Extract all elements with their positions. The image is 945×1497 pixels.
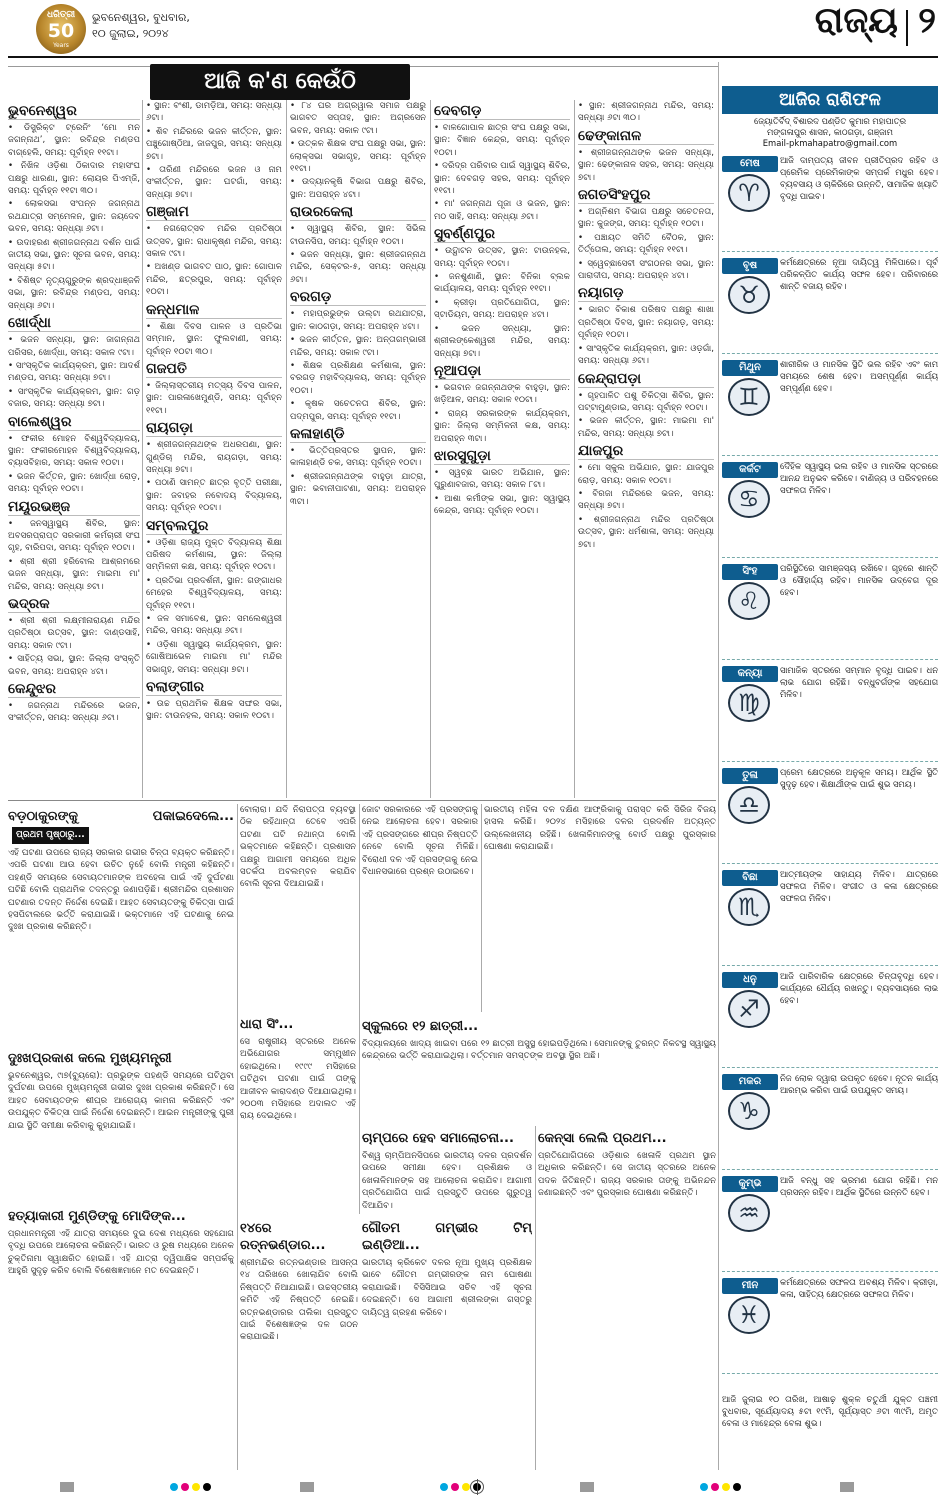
rashi-label: ମେଷ — [722, 156, 778, 172]
rashi-text: ଦୈହିକ ସ୍ୱାସ୍ଥ୍ୟ ଭଲ ରହିବ ଓ ମାନସିକ ସ୍ତରରେ ଆନନ୍ଦ ଅନୁଭବ କରିବେ। ବାଣିଜ୍ୟ ଓ ପରିବହନରେ ସଫଳତା ମିଳିବ। — [780, 461, 938, 495]
city-heading: ରାୟଗଡ଼ା — [146, 420, 282, 437]
page-number: ୨ — [918, 0, 936, 41]
events-column-5 — [578, 100, 714, 800]
logo-years-number: 50 — [47, 20, 75, 42]
rashi-entry — [722, 968, 938, 1068]
rashi-text: କର୍ମକ୍ଷେତ୍ରରେ ସଫଳତା ଅବଶ୍ୟ ମିଳିବ। କ୍ରୀଡ଼ା, କଳା, ସାହିତ୍ୟ କ୍ଷେତ୍ରରେ ସଫଳତା ମିଳିବ। — [780, 1277, 938, 1299]
event-item: • ଉଦ୍ୟାନକୃଷି ବିଭାଗ ପକ୍ଷରୁ ଶିବିର, ସ୍ଥାନ: ଅପରାହ୍ନ ୪ଟା। — [290, 177, 426, 200]
event-item: • ଓଡ଼ିଶା ସ୍ୱାସ୍ଥ୍ୟ କାର୍ଯ୍ୟକ୍ରମ, ସ୍ଥାନ: ଗୋଷିଆଭେଳ ମାଇମା ମା' ମନ୍ଦିର ସଭାଗୃହ, ସମୟ: ସନ୍ଧ୍ୟା ୭ଟା। — [146, 639, 282, 675]
rashi-text: ନିଜ ଲୋକ ଦ୍ୱାରା ଉପକୃତ ହେବେ। ନୂତନ କାର୍ଯ୍ୟ ଆରମ୍ଭ କରିବା ପାଇଁ ଉପଯୁକ୍ତ ସମୟ। — [780, 1073, 938, 1095]
article-body: ବିଶ୍ୱ ଚାମ୍ପିଅନସିପରେ ଭାରତୀୟ ଦଳର ପ୍ରଦର୍ଶନ ଉପରେ ସମୀକ୍ଷା ହେବ। ପ୍ରଶିକ୍ଷକ ଓ ଖେଳାଳିମାନଙ୍କ ସହ ଆଲୋଚନା କରାଯିବ। ଆଗାମୀ ପ୍ରତିଯୋଗିତା ପାଇଁ ପ୍ରସ୍ତୁତି ଉପରେ ଗୁରୁତ୍ୱ ଦିଆଯିବ। — [362, 1151, 532, 1211]
column-divider — [535, 1126, 536, 1470]
event-item: • କ୍ରୀଡ଼ା ପ୍ରତିଯୋଗିତା, ସ୍ଥାନ: ସ୍ଟାଡିୟମ, ସମୟ: ଅପରାହ୍ନ ୪ଟା। — [434, 297, 570, 321]
city-heading: ବାଲେଶ୍ୱର — [8, 414, 140, 431]
event-item: • ନଗରୋତ୍ସବ ମନ୍ଦିର ପ୍ରତିଷ୍ଠା ଉତ୍ସବ, ସ୍ଥାନ: ରାଧାକୃଷ୍ଣ ମନ୍ଦିର, ସମୟ: ସକାଳ ୯ଟା। — [146, 224, 282, 260]
news-article-10 — [240, 1216, 358, 1470]
zodiac-12-icon: ♓ — [728, 1296, 770, 1334]
registration-dot — [440, 1483, 448, 1491]
event-item: • ଜଗନ୍ନାଥ ମନ୍ଦିରରେ ଭଜନ, ସଂକୀର୍ତ୍ତନ, ସମୟ: ସନ୍ଧ୍ୟା ୬ଟା। — [8, 701, 140, 724]
city-heading: ରାଉରକେଲା — [290, 204, 426, 221]
event-item: • ଶ୍ରୀଜଗନ୍ନାଥଙ୍କ ବାହୁଡ଼ା ଯାତ୍ରା, ସ୍ଥାନ: ଭବାନୀପାଟଣା, ସମୟ: ଅପରାହ୍ନ ୩ଟା। — [290, 471, 426, 507]
article-body: ବିଦ୍ୟାଳୟରେ ଖାଦ୍ୟ ଖାଇବା ପରେ ୧୨ ଛାତ୍ରୀ ଅସୁସ୍ଥ ହୋଇପଡ଼ିଥିଲେ। ସେମାନଙ୍କୁ ତୁରନ୍ତ ନିକଟସ୍ଥ ସ୍ୱାସ୍ଥ୍ୟ କେନ୍ଦ୍ରରେ ଭର୍ତ୍ତି କରାଯାଇଥିଲା। ବର୍ତ୍ତମାନ ସମସ୍ତଙ୍କ ଅବସ୍ଥା ସ୍ଥିର ଅଛି। — [362, 1039, 716, 1062]
event-item: • ସାଂସ୍କୃତିକ କାର୍ଯ୍ୟକ୍ରମ, ସ୍ଥାନ: ଆଦର୍ଶ ମଣ୍ଡପ, ସମୟ: ସନ୍ଧ୍ୟା ୭ଟା। — [8, 360, 140, 384]
registration-dot — [192, 1483, 200, 1491]
rashifal-byline — [722, 116, 938, 149]
article-headline: ଚାମ୍ପରେ ହେବ ସମାଲୋଚନା... — [362, 1131, 514, 1146]
rashi-text: ଆତ୍ମୀୟଙ୍କ ସାହାଯ୍ୟ ମିଳିବ। ଯାତ୍ରାରେ ସଫଳତା ମିଳିବ। ସଂଗୀତ ଓ କଳା କ୍ଷେତ୍ରରେ ସଫଳତା ମିଳିବ। — [780, 869, 938, 903]
article-headline: ଦୁଃଖପ୍ରକାଶ କଲେ ମୁଖ୍ୟମନ୍ତ୍ରୀ — [8, 1051, 172, 1066]
news-article-9 — [362, 1216, 532, 1470]
column-divider — [481, 804, 482, 1012]
events-column-1 — [8, 100, 140, 800]
masthead — [8, 0, 938, 58]
rashi-text: ପ୍ରେମ କ୍ଷେତ୍ରରେ ଅନୁକୂଳ ସମୟ। ଆର୍ଥିକ ସ୍ଥିତି ସୁଦୃଢ଼ ହେବ। ଶିକ୍ଷାର୍ଥୀଙ୍କ ପାଇଁ ଶୁଭ ସମୟ। — [780, 767, 938, 789]
astrologer-email: Email-pkmahapatro@gmail.com — [762, 138, 898, 148]
event-item: • ଶିବ ମନ୍ଦିରରେ ଭଜନ କୀର୍ତ୍ତନ, ସ୍ଥାନ: ପଞ୍ଚୁଗୋଷ୍ଠିଆ, ଜାଜପୁର, ସମୟ: ସନ୍ଧ୍ୟା ୭ଟା। — [146, 126, 282, 162]
registration-dot — [170, 1483, 178, 1491]
zodiac-11-icon: ♒ — [728, 1194, 770, 1232]
continued-tag: ପ୍ରଥମ ପୃଷ୍ଠାରୁ... — [12, 827, 89, 844]
city-heading: ନୂଆପଡ଼ା — [434, 363, 570, 380]
article-body: ଭାରତୀୟ ମହିଳା ଦଳ ଦକ୍ଷିଣ ଆଫ୍ରିକାକୁ ପରାସ୍ତ କରି ସିରିଜ ବିଜୟ ହାସଲ କରିଛି। ୨୦୨୪ ମସିହାରେ ଦଳର ପ୍ରଦର୍ଶନ ଅତ୍ୟନ୍ତ ଉଲ୍ଲେଖନୀୟ ରହିଛି। ଖେଳାଳିମାନଙ୍କୁ ବୋର୍ଡ ପକ୍ଷରୁ ପୁରସ୍କାର ଘୋଷଣା କରାଯାଇଛି। — [484, 805, 716, 853]
gray-swatch — [580, 1482, 594, 1492]
column-divider — [142, 100, 143, 798]
event-item: • ପଠାଣି ସାମନ୍ତ ଛାତ୍ର ବୃତ୍ତି ପରୀକ୍ଷା, ସ୍ଥାନ: ଜବାହର ନବୋଦୟ ବିଦ୍ୟାଳୟ, ସମୟ: ପୂର୍ବାହ୍ନ ୧୦ଟା। — [146, 478, 282, 514]
print-color-bar — [0, 1476, 945, 1497]
event-item: • ଉଚ୍ଚ ପ୍ରାଥମିକ ଶିକ୍ଷକ ସଙ୍ଘର ସଭା, ସ୍ଥାନ: ଟାଉନହଲ, ସମୟ: ସକାଳ ୧୦ଟା। — [146, 699, 282, 722]
city-heading: କନ୍ଧମାଳ — [146, 302, 282, 319]
rashi-label: କୁମ୍ଭ — [722, 1176, 778, 1192]
rashi-label: କନ୍ୟା — [722, 666, 778, 682]
news-article-3 — [8, 1204, 234, 1470]
gray-swatch — [60, 1482, 74, 1492]
zodiac-2-icon: ♉ — [728, 276, 770, 314]
event-item: • ଓଡ଼ିଶା ରାଜ୍ୟ ମୁକ୍ତ ବିଦ୍ୟାଳୟ ଶିକ୍ଷା ପରିଷଦ କର୍ମଶାଳା, ସ୍ଥାନ: ଜିଲ୍ଲା ସମ୍ମିଳନୀ କକ୍ଷ, ସମୟ: ପୂର୍ବାହ୍ନ ୧୦ଟା। — [146, 537, 282, 573]
column-divider — [286, 100, 287, 798]
event-item: • ଶିକ୍ଷା ଦିବସ ପାଳନ ଓ ପ୍ରତିଭା ସମ୍ମାନ, ସ୍ଥାନ: ଫୁଲବାଣୀ, ସମୟ: ପୂର୍ବାହ୍ନ ୧୦ଟା ୩୦। — [146, 321, 282, 357]
event-item: • ସ୍ୱଚ୍ଛ ଭାରତ ଅଭିଯାନ, ସ୍ଥାନ: ପୁରୁଣାବଜାର, ସମୟ: ସକାଳ ୮ଟା। — [434, 467, 570, 491]
event-item: • ଭଜନ କୀର୍ତ୍ତନ, ସ୍ଥାନ: ମାଇମା ମା' ମନ୍ଦିର, ସମୟ: ସନ୍ଧ୍ୟା ୭ଟା। — [578, 416, 714, 439]
news-article-5 — [240, 1012, 356, 1198]
events-column-2 — [146, 100, 282, 800]
rashi-entry — [722, 560, 938, 660]
events-banner: ଆଜି କ'ଣ କେଉଁଠି — [150, 64, 410, 100]
panjika-footer: ଆଜି ଜୁଲାଇ ୧୦ ତାରିଖ, ଆଷାଢ଼ ଶୁକ୍ଳ ଚତୁର୍ଥୀ ଯୁକ୍ତ ପଞ୍ଚମୀ ବୁଧବାର, ସୂର୍ଯ୍ୟୋଦୟ ୫ଟା ୧୯ମି, ସୂର୍ଯ୍ୟାସ୍ତ ୬ଟା ୩୯ମି, ଅମୃତ ବେଳା ଓ ମାହେନ୍ଦ୍ର ବେଳା ଶୁଭ। — [722, 1395, 938, 1429]
rashi-entry — [722, 662, 938, 762]
news-article-7 — [362, 1014, 716, 1124]
gray-swatch — [840, 1482, 854, 1492]
event-item: • ଶ୍ରୀଜଗନ୍ନାଥଙ୍କ ଅଧରପଣା, ସ୍ଥାନ: ଗୁଣ୍ଡିଚା ମନ୍ଦିର, ରାୟଗଡ଼ା, ସମୟ: ସନ୍ଧ୍ୟା ୭ଟା। — [146, 440, 282, 475]
rashi-label: ତୁଳା — [722, 768, 778, 784]
city-heading: କେନ୍ଦ୍ରାପଡ଼ା — [578, 371, 714, 388]
rashi-label: ମୀନ — [722, 1278, 778, 1294]
rashi-entry — [722, 1070, 938, 1170]
registration-mark-icon — [470, 1480, 484, 1494]
event-item: • ଭଜନ ସନ୍ଧ୍ୟା, ସ୍ଥାନ: ଶ୍ରୀଜଗନ୍ନାଥ ମନ୍ଦିର, ସେକ୍ଟର-୫, ସମୟ: ସନ୍ଧ୍ୟା ୬ଟା। — [290, 250, 426, 285]
city-heading: ଯାଜପୁର — [578, 443, 714, 460]
event-item: • ଭଜନ ସନ୍ଧ୍ୟା, ସ୍ଥାନ: ଜାଗନ୍ନାଥ ପରିସର, ଖୋର୍ଦ୍ଧା, ସମୟ: ସକାଳ ୯ଟା। — [8, 335, 140, 358]
rashi-text: ପରିସ୍ଥିତିରେ ସାମଞ୍ଜସ୍ୟ ରଖିବେ। ଗୃହରେ ଶାନ୍ତି ଓ ସୌହାର୍ଦ୍ଦ୍ୟ ରହିବ। ମାନସିକ ଉଦ୍‌ବେଗ ଦୂର ହେବ। — [780, 563, 938, 597]
dateline-date: ୧୦ ଜୁଲାଇ, ୨୦୨୪ — [92, 27, 169, 40]
city-heading: ବରଗଡ଼ — [290, 289, 426, 306]
event-item: • ଶିକ୍ଷକ ପ୍ରଶିକ୍ଷଣ କର୍ମଶାଳା, ସ୍ଥାନ: ବରଗଡ଼ ମହାବିଦ୍ୟାଳୟ, ସମୟ: ପୂର୍ବାହ୍ନ ୧୦ଟା। — [290, 360, 426, 396]
rashi-label: ମିଥୁନ — [722, 360, 778, 376]
section-divider — [906, 10, 908, 46]
news-article-4 — [240, 804, 356, 1010]
column-divider — [574, 100, 575, 798]
zodiac-10-icon: ♑ — [728, 1092, 770, 1130]
event-item: • ସ୍ୱେଚ୍ଛାସେବୀ ସଂଗଠନର ସଭା, ସ୍ଥାନ: ପାରାଦୀପ, ସମୟ: ଅପରାହ୍ନ ୪ଟା। — [578, 258, 714, 282]
event-item: • ଭାରତ ବିକାଶ ପରିଷଦ ପକ୍ଷରୁ ଶାଖା ପ୍ରତିଷ୍ଠା ଦିବସ, ସ୍ଥାନ: ନୟାଗଡ଼, ସମୟ: ପୂର୍ବାହ୍ନ ୧୦ଟା। — [578, 305, 714, 341]
registration-dot — [733, 1483, 741, 1491]
news-article-11 — [484, 804, 716, 1012]
event-item: • ଜନଶୁଣାଣି, ସ୍ଥାନ: ବିନିକା ବ୍ଲକ କାର୍ଯ୍ୟାଳୟ, ସମୟ: ପୂର୍ବାହ୍ନ ୧୧ଟା। — [434, 272, 570, 295]
event-item: • ଶ୍ରୀଜଗନ୍ନାଥ ମନ୍ଦିର ପ୍ରତିଷ୍ଠା ଉତ୍ସବ, ସ୍ଥାନ: ଧର୍ମଶାଳା, ସମୟ: ସନ୍ଧ୍ୟା ୭ଟା। — [578, 514, 714, 550]
event-item: • ଆଶା କର୍ମୀଙ୍କ ସଭା, ସ୍ଥାନ: ସ୍ୱାସ୍ଥ୍ୟ କେନ୍ଦ୍ର, ସମୟ: ପୂର୍ବାହ୍ନ ୧୦ଟା। — [434, 493, 570, 517]
event-item: • ସାଂସ୍କୃତିକ କାର୍ଯ୍ୟକ୍ରମ, ସ୍ଥାନ: ଗଡ଼ ବଜାର, ସମୟ: ସନ୍ଧ୍ୟା ୭ଟା। — [8, 386, 140, 410]
article-body: ଭୁବନେଶ୍ୱର, ୯ା୭(ବ୍ୟୁରୋ): ପ୍ରଭୁଙ୍କ ପହଣ୍ଡି ସମୟରେ ଘଟିଥିବା ଦୁର୍ଘଟଣା ଉପରେ ମୁଖ୍ୟମନ୍ତ୍ରୀ ଗଭୀର ଦୁଃଖ ପ୍ରକାଶ କରିଛନ୍ତି। ସେ ଆହତ ସେବାୟତଙ୍କ ଶୀଘ୍ର ଆରୋଗ୍ୟ କାମନା କରିଛନ୍ତି ଏବଂ ଉପଯୁକ୍ତ ଚିକିତ୍ସା ପାଇଁ ନିର୍ଦ୍ଦେଶ ଦେଇଛନ୍ତି। ଆଇନ ମନ୍ତ୍ରୀଙ୍କୁ ପୁରୀ ଯାଇ ସ୍ଥିତି ସମୀକ୍ଷା କରିବାକୁ କୁହାଯାଇଛି। — [8, 1071, 234, 1131]
event-item: • ତାରିଣୀ ମନ୍ଦିରରେ ଭଜନ ଓ ନାମ ସଂକୀର୍ତ୍ତନ, ସ୍ଥାନ: ଘଟଗାଁ, ସମୟ: ସନ୍ଧ୍ୟା ୭ଟା। — [146, 165, 282, 200]
zodiac-5-icon: ♌ — [728, 582, 770, 620]
rashi-text: ଆଜି ବନ୍ଧୁ ସହ ଭ୍ରମଣ ଯୋଗ ରହିଛି। ମନ ପ୍ରସନ୍ନ ରହିବ। ଆର୍ଥିକ ସ୍ଥିତିରେ ଉନ୍ନତି ହେବ। — [780, 1175, 938, 1197]
zodiac-3-icon: ♊ — [728, 378, 770, 416]
event-item: • ଦରିଦ୍ର ପରିବାର ପାଇଁ ସ୍ୱାସ୍ଥ୍ୟ ଶିବିର, ସ୍ଥାନ: ଦେବଗଡ଼ ସହର, ସମୟ: ପୂର୍ବାହ୍ନ ୧୧ଟା। — [434, 161, 570, 197]
event-item: • ଗୃହପାଳିତ ପଶୁ ଚିକିତ୍ସା ଶିବିର, ସ୍ଥାନ: ପଟ୍ଟାମୁଣ୍ଡାଇ, ସମୟ: ପୂର୍ବାହ୍ନ ୧୦ଟା। — [578, 390, 714, 413]
event-item: • ଜିଲ୍ଲାସ୍ତରୀୟ ମତ୍ସ୍ୟ ଦିବସ ପାଳନ, ସ୍ଥାନ: ପାରଳାଖେମୁଣ୍ଡି, ସମୟ: ପୂର୍ବାହ୍ନ ୧୧ଟା। — [146, 380, 282, 416]
city-heading: ଖୋର୍ଦ୍ଧା — [8, 315, 140, 332]
article-headline: ହତ୍ୟାକାରୀ ମୁଣ୍ଡିଙ୍କୁ ମୋଦିଙ୍କ... — [8, 1209, 186, 1224]
astrologer-name: ଜ୍ୟୋତିର୍ବିଦ୍ ବିଶାରଦ ପଣ୍ଡିତ କୁମାର ମହାପାତ୍ର — [754, 116, 906, 126]
rashi-entry — [722, 152, 938, 252]
logo-title: ଧରିତ୍ରୀ — [46, 10, 76, 20]
event-item: • ଅଖଣ୍ଡ ଭାଗବତ ପାଠ, ସ୍ଥାନ: ଗୋପାଳ ମନ୍ଦିର, ଛତ୍ରପୁର, ସମୟ: ପୂର୍ବାହ୍ନ ୧୦ଟା। — [146, 262, 282, 298]
registration-dot — [722, 1483, 730, 1491]
rashi-label: ବୃଷ — [722, 258, 778, 274]
city-heading: ବଲାଙ୍ଗୀର — [146, 679, 282, 696]
headline-text: ବଡ଼ଠାକୁରଙ୍କୁ ପକାଇଦେଲେ... — [8, 809, 234, 824]
event-item: • ଅଗ୍ନିଶମ ବିଭାଗ ପକ୍ଷରୁ ସଚେତନତା, ସ୍ଥାନ: କୁଜଙ୍ଗ, ସମୟ: ପୂର୍ବାହ୍ନ ୧୦ଟା। — [578, 207, 714, 230]
registration-dot — [700, 1483, 708, 1491]
article-body: ପ୍ରତିଯୋଗିତାରେ ଓଡ଼ିଶାର ଖେଳାଳି ପ୍ରଥମ ସ୍ଥାନ ଅଧିକାର କରିଛନ୍ତି। ସେ ଜାତୀୟ ସ୍ତରରେ ଅନେକ ପଦକ ଜିତିଛନ୍ତି। ରାଜ୍ୟ ସରକାର ତାଙ୍କୁ ଅଭିନନ୍ଦନ ଜଣାଇଛନ୍ତି ଏବଂ ପୁରସ୍କାର ଘୋଷଣା କରିଛନ୍ତି। — [538, 1151, 716, 1199]
city-heading: କଳାହାଣ୍ଡି — [290, 426, 426, 443]
event-item: • ଉଦାହରଣ ଶ୍ରୀଜଗନ୍ନାଥ ଦର୍ଶନ ପାଇଁ ଜାତୀୟ ସଭା, ସ୍ଥାନ: ସୂଚନା ଭବନ, ସମୟ: ସନ୍ଧ୍ୟା ୫ଟା। — [8, 237, 140, 273]
city-heading: କେନ୍ଦୁଝର — [8, 681, 140, 698]
event-item: • ମା' ଜଗନ୍ନାଥ ପୂଜା ଓ ଭଜନ, ସ୍ଥାନ: ମଠ ସାହି, ସମୟ: ସନ୍ଧ୍ୟା ୬ଟା। — [434, 199, 570, 222]
city-heading: ଢେଙ୍କାନାଳ — [578, 128, 714, 145]
event-item: • ଭଜନ କିର୍ତ୍ତନ, ସ୍ଥାନ: ଖୋର୍ଦ୍ଧା ରୋଡ଼, ସମୟ: ପୂର୍ବାହ୍ନ ୧୦ଟା। — [8, 471, 140, 495]
city-heading: ଗଞ୍ଜାମ — [146, 204, 282, 221]
event-item: • ଉଦ୍ଘାଟନ ଉତ୍ସବ, ସ୍ଥାନ: ଟାଉନହଲ, ସମୟ: ପୂର୍ବାହ୍ନ ୧୦ଟା। — [434, 246, 570, 269]
article-body: ଏହି ଘଟଣା ଉପରେ ରାଜ୍ୟ ସରକାର ଗଭୀର ଚିନ୍ତା ବ୍ୟକ୍ତ କରିଛନ୍ତି। ଏପରି ଘଟଣା ଆଉ ହେବା ଉଚିତ ନୁହେଁ ବୋଲି ମନ୍ତ୍ରୀ କହିଛନ୍ତି। ପହଣ୍ଡି ସମୟରେ ସେବାୟତମାନଙ୍କ ଅବହେଳା ପାଇଁ ଏହି ଦୁର୍ଘଟଣା ଘଟିଛି ବୋଲି ପ୍ରାଥମିକ ତଦନ୍ତରୁ ଜଣାପଡ଼ିଛି। ଶ୍ରୀମନ୍ଦିର ପ୍ରଶାସନ ଘଟଣାର ତଦନ୍ତ ନିର୍ଦ୍ଦେଶ ଦେଇଛି। ଆହତ ସେବାୟତଙ୍କୁ ଚିକିତ୍ସା ପାଇଁ ହସପିଟାଲରେ ଭର୍ତ୍ତି କରାଯାଇଛି। ଭକ୍ତମାନେ ଏହି ଘଟଣାକୁ ନେଇ ଦୁଃଖ ପ୍ରକାଶ କରିଛନ୍ତି। — [8, 848, 234, 933]
event-item: • ରାଜ୍ୟ ସରକାରଙ୍କ କାର୍ଯ୍ୟକ୍ରମ, ସ୍ଥାନ: ଜିଲ୍ଲା ସମ୍ମିଳନୀ କକ୍ଷ, ସମୟ: ଅପରାହ୍ନ ୩ଟା। — [434, 408, 570, 444]
event-item: • ଲୋକସଭା ସଂପନ୍ନ ଜଗନ୍ନାଥ ରଥଯାତ୍ରା ସମ୍ମେଳନ, ସ୍ଥାନ: ଜୟଦେବ ଭବନ, ସମୟ: ସନ୍ଧ୍ୟା ୬ଟା। — [8, 199, 140, 235]
registration-dot — [462, 1483, 470, 1491]
registration-dot — [711, 1483, 719, 1491]
rashi-entry — [722, 1274, 938, 1374]
event-item: • ଭଗବାନ ଜଗନ୍ନାଥଙ୍କ ବାହୁଡ଼ା, ସ୍ଥାନ: ଖଡ଼ିଆଳ, ସମୟ: ସକାଳ ୧୦ଟା। — [434, 382, 570, 406]
event-item: • ଭିତ୍ତିପ୍ରସ୍ତର ସ୍ଥାପନ, ସ୍ଥାନ: କାଳାହାଣ୍ଡି ଚକ, ସମୟ: ପୂର୍ବାହ୍ନ ୧୦ଟା। — [290, 445, 426, 469]
zodiac-4-icon: ♋ — [728, 480, 770, 518]
rashi-text: ଆଜି ପାରିବାରିକ କ୍ଷେତ୍ରରେ ଚିନ୍ତାବୃଦ୍ଧି ହେବ। କାର୍ଯ୍ୟରେ ଧୈର୍ଯ୍ୟ ରଖନ୍ତୁ। ବ୍ୟବସାୟରେ ଲାଭ ହେବ। — [780, 971, 938, 1005]
zodiac-1-icon: ♈ — [728, 174, 770, 212]
column-divider — [430, 100, 431, 798]
rashi-label: ମକର — [722, 1074, 778, 1090]
article-body: ପ୍ରଧାନମନ୍ତ୍ରୀ ଏହି ଯାତ୍ରା ସମୟରେ ଦୁଇ ଦେଶ ମଧ୍ୟରେ ସହଯୋଗ ବୃଦ୍ଧି ଉପରେ ଆଲୋଚନା କରିଛନ୍ତି। ଭାରତ ଓ ରୁଷ ମଧ୍ୟରେ ଅନେକ ଚୁକ୍ତିନାମା ସ୍ୱାକ୍ଷରିତ ହୋଇଛି। ଏହି ଯାତ୍ରା ଦ୍ୱିପାକ୍ଷିକ ସମ୍ପର୍କକୁ ଆହୁରି ସୁଦୃଢ଼ କରିବ ବୋଲି ବିଶେଷଜ୍ଞମାନେ ମତ ଦେଇଛନ୍ତି। — [8, 1229, 234, 1277]
event-item: • ଶ୍ରୀ ଶ୍ରୀ ହରିବୋଲ ଆଶ୍ରମରେ ଭଜନ ସନ୍ଧ୍ୟା, ସ୍ଥାନ: ମାଇମା ମା' ମନ୍ଦିର, ସମୟ: ସନ୍ଧ୍ୟା ୭ଟା। — [8, 556, 140, 592]
event-item: • ଭଜନ କୀର୍ତ୍ତନ, ସ୍ଥାନ: ଅନ୍ତାଗମ୍ଭାରୀ ମନ୍ଦିର, ସମୟ: ସକାଳ ୯ଟା। — [290, 335, 426, 358]
city-heading: ଝାରସୁଗୁଡ଼ା — [434, 448, 570, 465]
city-heading: ସୁବର୍ଣ୍ଣପୁର — [434, 226, 570, 243]
event-item: • ଡିସ୍ଟ୍ରିକ୍ଟ ଟ୍ରେନିଂ ‘ମୋ ମନ ଜଗନ୍ନାଥ’, ସ୍ଥାନ: ରବିନ୍ଦ୍ର ମଣ୍ଡପ ବାଗ୍‌ହେଲି, ସମୟ: ପୂର୍ବାହ୍ନ ୧୧ଟା। — [8, 123, 140, 158]
rashifal-title: ଆଜିର ରାଶିଫଳ — [722, 86, 938, 114]
rashi-text: କର୍ମକ୍ଷେତ୍ରରେ ନୂଆ ଦାୟିତ୍ୱ ମିଳିପାରେ। ପୂର୍ବ ପରିକଳ୍ପିତ କାର୍ଯ୍ୟ ସଫଳ ହେବ। ପରିବାରରେ ଶାନ୍ତି ବଜାୟ ରହିବ। — [780, 257, 938, 291]
registration-dot — [203, 1483, 211, 1491]
event-item: • ଜନସ୍ୱାସ୍ଥ୍ୟ ଶିବିର, ସ୍ଥାନ: ଅବସରପ୍ରାପ୍ତ ସରକାରୀ କର୍ମଚାରୀ ସଂଘ ଗୃହ, ବାରିପଦା, ସମୟ: ପୂର୍ବାହ୍ନ ୧୦ଟା। — [8, 518, 140, 554]
event-item: • ସ୍ଥାନ: ଶ୍ରୀଜଗନ୍ନାଥ ମନ୍ଦିର, ସମୟ: ସନ୍ଧ୍ୟା ୬ଟା ୩୦। — [578, 101, 714, 124]
column-divider — [359, 804, 360, 1214]
rashi-text: ସାମାଜିକ ସ୍ତରରେ ସମ୍ମାନ ବୃଦ୍ଧି ପାଇବ। ଧନ ଲାଭ ଯୋଗ ରହିଛି। ବନ୍ଧୁବର୍ଗଙ୍କ ସହଯୋଗ ମିଳିବ। — [780, 665, 938, 699]
event-item: • ପଞ୍ଚାୟତ ସମିତି ବୈଠକ, ସ୍ଥାନ: ତିର୍ତ୍ତୋଲ, ସମୟ: ପୂର୍ବାହ୍ନ ୧୧ଟା। — [578, 232, 714, 256]
rashi-entry — [722, 458, 938, 558]
registration-dot — [181, 1483, 189, 1491]
news-article-1 — [8, 804, 234, 1044]
city-heading: ଦେବଗଡ଼ — [434, 103, 570, 120]
news-article-6 — [362, 804, 478, 1014]
gray-swatch — [300, 1482, 314, 1492]
event-item: • ମହାପ୍ରଭୁଙ୍କ ଉଲ୍ଟା ରଥଯାତ୍ରା, ସ୍ଥାନ: କାଠଗଡ଼ା, ସମୟ: ଅପରାହ୍ନ ୪ଟା। — [290, 309, 426, 332]
article-headline: ଗୌତମ ଗମ୍ଭୀର ଟିମ୍ ଇଣ୍ଡିଆ... — [362, 1221, 532, 1253]
astrologer-place: ମଙ୍ଗଳାପୁର ଶାସନ, କାଠଗଡ଼ା, ଗଞ୍ଜାମ — [767, 127, 893, 137]
article-headline: ସ୍କୁଲରେ ୧୨ ଛାତ୍ରୀ... — [362, 1019, 479, 1034]
event-item: • ବିରଜା ମନ୍ଦିରରେ ଭଜନ, ସମୟ: ସନ୍ଧ୍ୟା ୭ଟା। — [578, 488, 714, 512]
article-headline — [8, 808, 234, 844]
city-heading: ମୟୂରଭଞ୍ଜ — [8, 499, 140, 516]
rashi-label: ଧନୁ — [722, 972, 778, 988]
article-headline: କେନ୍ସା ଲେଲି ପ୍ରଥମ... — [538, 1131, 667, 1146]
event-item: • ସାହିତ୍ୟ ସଭା, ସ୍ଥାନ: ଜିଲ୍ଲା ସଂସ୍କୃତି ଭବନ, ସମୟ: ଅପରାହ୍ନ ୪ଟା। — [8, 654, 140, 677]
article-body: ଜୋଟ ସରକାରରେ ଏହି ପ୍ରସଙ୍ଗକୁ ନେଇ ଆଲୋଚନା ହେବ। ସରକାର ଏହି ପ୍ରସଙ୍ଗରେ ଶୀଘ୍ର ନିଷ୍ପତ୍ତି ନେବେ ବୋଲି ସୂଚନା ମିଳିଛି। ବିରୋଧୀ ଦଳ ଏହି ପ୍ରସଙ୍ଗକୁ ନେଇ ବିଧାନସଭାରେ ପ୍ରଶ୍ନ ଉଠାଇବେ। — [362, 805, 478, 878]
event-item: • ଶ୍ରୀ ଶ୍ରୀ ଲକ୍ଷ୍ମୀନାରାୟଣ ମନ୍ଦିର ପ୍ରତିଷ୍ଠା ଉତ୍ସବ, ସ୍ଥାନ: ଦାଣ୍ଡସାହି, ସମୟ: ସକାଳ ୯ଟା। — [8, 616, 140, 651]
article-headline: ୧୪ରେ ରତ୍ନଭଣ୍ଡାର... — [240, 1221, 326, 1253]
rashi-label: ବିଛା — [722, 870, 778, 886]
column-divider — [718, 62, 719, 1470]
article-body: ଶ୍ରୀମନ୍ଦିର ରତ୍ନଭଣ୍ଡାର ଆସନ୍ତା ୧୪ ତାରିଖରେ ଖୋଲାଯିବ ବୋଲି ନିଷ୍ପତ୍ତି ନିଆଯାଇଛି। ଉଚ୍ଚସ୍ତରୀୟ କମିଟି ଏହି ନିଷ୍ପତ୍ତି ନେଇଛି। ରତ୍ନଭଣ୍ଡାରର ତାଲିକା ପ୍ରସ୍ତୁତ ପାଇଁ ବିଶେଷଜ୍ଞଙ୍କ ଦଳ ଗଠନ କରାଯାଇଛି। — [240, 1258, 358, 1343]
zodiac-6-icon: ♍ — [728, 684, 770, 722]
news-article-12 — [538, 1126, 716, 1470]
article-headline: ଧାରା ସିଂ... — [240, 1017, 294, 1032]
rashi-entry — [722, 254, 938, 354]
city-heading: ସମ୍ବଲପୁର — [146, 518, 282, 535]
rashi-label: କର୍କଟ — [722, 462, 778, 478]
events-column-3 — [290, 100, 426, 800]
logo-years-label: Years — [53, 42, 69, 49]
event-item: • ସ୍ଥାନ: ବଂଶୀ, ଡାମଡ଼ିଆ, ସମୟ: ସନ୍ଧ୍ୟା ୬ଟା। — [146, 101, 282, 124]
zodiac-8-icon: ♏ — [728, 888, 770, 926]
event-item: • ଜଳ ସମାବେଶ, ସ୍ଥାନ: ସମଲେଶ୍ୱରୀ ମନ୍ଦିର, ସମୟ: ସନ୍ଧ୍ୟା ୬ଟା। — [146, 614, 282, 637]
section-rule — [8, 800, 716, 801]
news-article-2 — [8, 1046, 234, 1202]
city-heading: ଗଜପତି — [146, 361, 282, 378]
events-column-4 — [434, 100, 570, 800]
event-item: • ୮୪ ଘର ଅଗ୍ରୱାଲ ସମାଜ ପକ୍ଷରୁ ଭାଗବତ ସପ୍ତାହ, ସ୍ଥାନ: ଅଗ୍ରସେନ ଭବନ, ସମୟ: ସକାଳ ୯ଟା। — [290, 101, 426, 136]
event-item: • ବିଶିଷ୍ଟ ନୃତ୍ୟଗୁରୁଙ୍କ ଶ୍ରଦ୍ଧାଞ୍ଜଳି ସଭା, ସ୍ଥାନ: ରବିନ୍ଦ୍ର ମଣ୍ଡପ, ସମୟ: ସନ୍ଧ୍ୟା ୬ଟା। — [8, 275, 140, 311]
column-divider — [237, 804, 238, 1470]
rashi-text: ଶାରୀରିକ ଓ ମାନସିକ ସ୍ଥିତି ଭଲ ରହିବ ଏବଂ କାମ ସମୟରେ ଶେଷ ହେବ। ଅସମ୍ପୂର୍ଣ୍ଣ କାର୍ଯ୍ୟ ସମ୍ପୂର୍ଣ୍ଣ ହେବ। — [780, 359, 938, 393]
zodiac-7-icon: ♎ — [728, 786, 770, 824]
news-article-8 — [362, 1126, 532, 1214]
event-item: • ଶ୍ରୀଜଗନ୍ନାଥଙ୍କ ଭଜନ ସନ୍ଧ୍ୟା, ସ୍ଥାନ: ଢେଙ୍କାନାଳ ସହର, ସମୟ: ସନ୍ଧ୍ୟା ୭ଟା। — [578, 147, 714, 183]
article-body: ବୋଲାରା। ଯଦି ନିରାପତ୍ତା ବ୍ୟବସ୍ଥା ଠିକ ରହିଥାନ୍ତା ତେବେ ଏପରି ଘଟଣା ଘଟି ନଥାନ୍ତା ବୋଲି ଭକ୍ତମାନେ କହିଛନ୍ତି। ପ୍ରଶାସନ ପକ୍ଷରୁ ଆଗାମୀ ସମୟରେ ଅଧିକ ସତର୍କତା ଅବଲମ୍ବନ କରାଯିବ ବୋଲି ସୂଚନା ଦିଆଯାଇଛି। — [240, 805, 356, 890]
city-heading: ନୟାଗଡ଼ — [578, 285, 714, 302]
section-title: ରାଜ୍ୟ — [814, 0, 898, 41]
rashi-text: ଆଜି ଦାମ୍ପତ୍ୟ ଜୀବନ ପ୍ରୀତିପ୍ରଦ ରହିବ ଓ ପ୍ରେମିକ ପ୍ରେମିକାଙ୍କ ସମ୍ପର୍କ ମଧୁର ହେବ। ବ୍ୟବସାୟ ଓ ଚାକିରିରେ ଉନ୍ନତି, ସାମାଜିକ ଖ୍ୟାତି ବୃଦ୍ଧି ପାଇବ। — [780, 155, 938, 201]
rashi-entry — [722, 1172, 938, 1272]
city-heading: ଭୁବନେଶ୍ୱର — [8, 103, 140, 120]
event-item: • ସାଂସ୍କୃତିକ କାର୍ଯ୍ୟକ୍ରମ, ସ୍ଥାନ: ଓଡ଼ଗାଁ, ସମୟ: ସନ୍ଧ୍ୟା ୬ଟା। — [578, 343, 714, 367]
event-item: • ପ୍ରତିଭା ପ୍ରଦର୍ଶନୀ, ସ୍ଥାନ: ଗଙ୍ଗାଧର ମେହେର ବିଶ୍ୱବିଦ୍ୟାଳୟ, ସମୟ: ପୂର୍ବାହ୍ନ ୧୧ଟା। — [146, 575, 282, 611]
rashi-entry — [722, 764, 938, 864]
event-item: • ଉତ୍କଳ ଶିକ୍ଷକ ସଂଘ ପକ୍ଷରୁ ସଭା, ସ୍ଥାନ: ଲୋକ୍ସଭା ସଭାଗୃହ, ସମୟ: ପୂର୍ବାହ୍ନ ୧୧ଟା। — [290, 139, 426, 175]
dateline — [92, 10, 190, 42]
article-body: ଭାରତୀୟ କ୍ରିକେଟ ଦଳର ନୂଆ ମୁଖ୍ୟ ପ୍ରଶିକ୍ଷକ ଭାବେ ଗୌତମ ଗମ୍ଭୀରଙ୍କ ନାମ ଘୋଷଣା କରାଯାଇଛି। ବିସିସିଆଇ ସଚିବ ଏହି ସୂଚନା ଦେଇଛନ୍ତି। ସେ ଆଗାମୀ ଶ୍ରୀଲଙ୍କା ଗସ୍ତରୁ ଦାୟିତ୍ୱ ଗ୍ରହଣ କରିବେ। — [362, 1258, 532, 1318]
article-body: ସେ ରାଷ୍ଟ୍ରୀୟ ସ୍ତରରେ ଅନେକ ଅଭିଯୋଗର ସମ୍ମୁଖୀନ ହୋଇଥିଲେ। ୧୯୯୯ ମସିହାରେ ଘଟିଥିବା ଘଟଣା ପାଇଁ ତାଙ୍କୁ ଆଜୀବନ କାରାଦଣ୍ଡ ଦିଆଯାଇଥିଲା। ୨୦୦୩ ମସିହାରେ ଅଦାଲତ ଏହି ରାୟ ଦେଇଥିଲେ। — [240, 1037, 356, 1122]
registration-dot — [451, 1483, 459, 1491]
event-item: • କୃଷକ ସଚେତନତା ଶିବିର, ସ୍ଥାନ: ପଦ୍ମପୁର, ସମୟ: ପୂର୍ବାହ୍ନ ୧୧ଟା। — [290, 399, 426, 422]
event-item: • ମୋ ସ୍କୁଲ ଅଭିଯାନ, ସ୍ଥାନ: ଯାଜପୁର ରୋଡ଼, ସମୟ: ସକାଳ ୧୦ଟା। — [578, 463, 714, 486]
rashi-entry — [722, 356, 938, 456]
city-heading: ଜଗତସିଂହପୁର — [578, 187, 714, 204]
dateline-place: ଭୁବନେଶ୍ୱର, ବୁଧବାର, — [92, 11, 190, 24]
event-item: • ଭଜନ ସନ୍ଧ୍ୟା, ସ୍ଥାନ: ଶ୍ରୀଲଙ୍କେଶ୍ୱରୀ ମନ୍ଦିର, ସମୟ: ସନ୍ଧ୍ୟା ୭ଟା। — [434, 323, 570, 359]
event-item: • ସ୍ୱାସ୍ଥ୍ୟ ଶିବିର, ସ୍ଥାନ: ସିଭିଲ ଟାଉନସିପ, ସମୟ: ପୂର୍ବାହ୍ନ ୧୦ଟା। — [290, 224, 426, 247]
dharitri-50-years-logo — [36, 4, 86, 54]
zodiac-9-icon: ♐ — [728, 990, 770, 1028]
city-heading: ଭଦ୍ରକ — [8, 596, 140, 613]
event-item: • ବାଳଗୋପାଳ ଛାତ୍ର ସଂଘ ପକ୍ଷରୁ ସଭା, ସ୍ଥାନ: ବିଜ୍ଞାନ କେନ୍ଦ୍ର, ସମୟ: ପୂର୍ବାହ୍ନ ୧୦ଟା। — [434, 123, 570, 158]
rashi-entry — [722, 866, 938, 966]
event-item: • ଫକୀର ମୋହନ ବିଶ୍ୱବିଦ୍ୟାଳୟ, ସ୍ଥାନ: ଫକୀରମୋହନ ବିଶ୍ୱବିଦ୍ୟାଳୟ, ବ୍ୟାସବିହାର, ସମୟ: ସକାଳ ୧୦ଟା। — [8, 433, 140, 469]
rashi-label: ସିଂହ — [722, 564, 778, 580]
event-item: • ନିଖିଳ ଓଡ଼ିଶା ଠିକାଦାର ମହାସଂଘ ପକ୍ଷରୁ ଧାରଣା, ସ୍ଥାନ: ଲୋୟର ପିଏମ୍‌ଜି, ସମୟ: ପୂର୍ବାହ୍ନ ୧୧ଟା ୩୦। — [8, 161, 140, 197]
